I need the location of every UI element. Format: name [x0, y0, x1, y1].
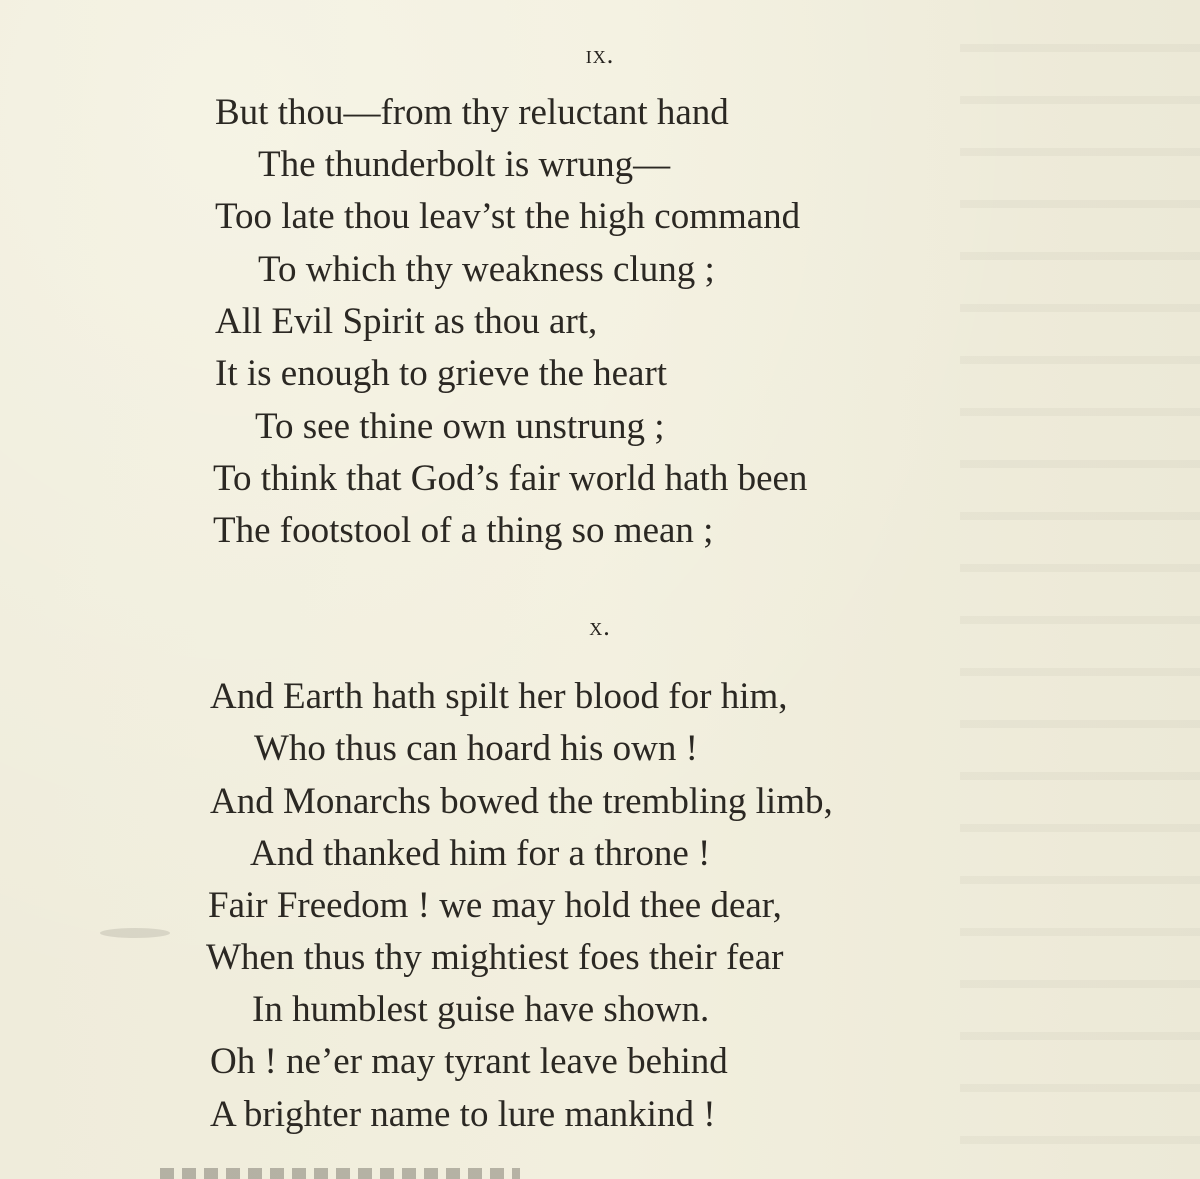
poem-line: The thunderbolt is wrung—: [258, 144, 671, 185]
poem-line: A brighter name to lure mankind !: [210, 1094, 716, 1135]
poem-line: But thou—from thy reluctant hand: [215, 92, 729, 133]
poem-line: Oh ! ne’er may tyrant leave behind: [210, 1041, 728, 1082]
poem-line: In humblest guise have shown.: [252, 989, 710, 1030]
show-through-text: [960, 8, 1200, 1168]
poem-line: Who thus can hoard his own !: [254, 728, 698, 769]
poem-line: To which thy weakness clung ;: [258, 249, 715, 290]
cropped-text-fragment: [160, 1168, 520, 1179]
poem-line: And Earth hath spilt her blood for him,: [210, 676, 788, 717]
stanza-x-numeral: x.: [589, 612, 611, 641]
poem-line: To think that God’s fair world hath been: [213, 458, 808, 499]
poem-line: When thus thy mightiest foes their fear: [206, 937, 784, 978]
poem-line: It is enough to grieve the heart: [215, 353, 668, 394]
smudge-mark: [100, 928, 170, 938]
poem-line: And Monarchs bowed the trembling limb,: [210, 781, 833, 822]
poem-line: All Evil Spirit as thou art,: [215, 301, 598, 342]
poem-line: To see thine own unstrung ;: [255, 406, 665, 447]
poem-line: The footstool of a thing so mean ;: [213, 510, 714, 551]
poem-line: Too late thou leav’st the high command: [215, 196, 801, 237]
stanza-ix-numeral: ix.: [585, 40, 615, 69]
poem-line: Fair Freedom ! we may hold thee dear,: [208, 885, 782, 926]
poem-line: And thanked him for a throne !: [250, 833, 711, 874]
